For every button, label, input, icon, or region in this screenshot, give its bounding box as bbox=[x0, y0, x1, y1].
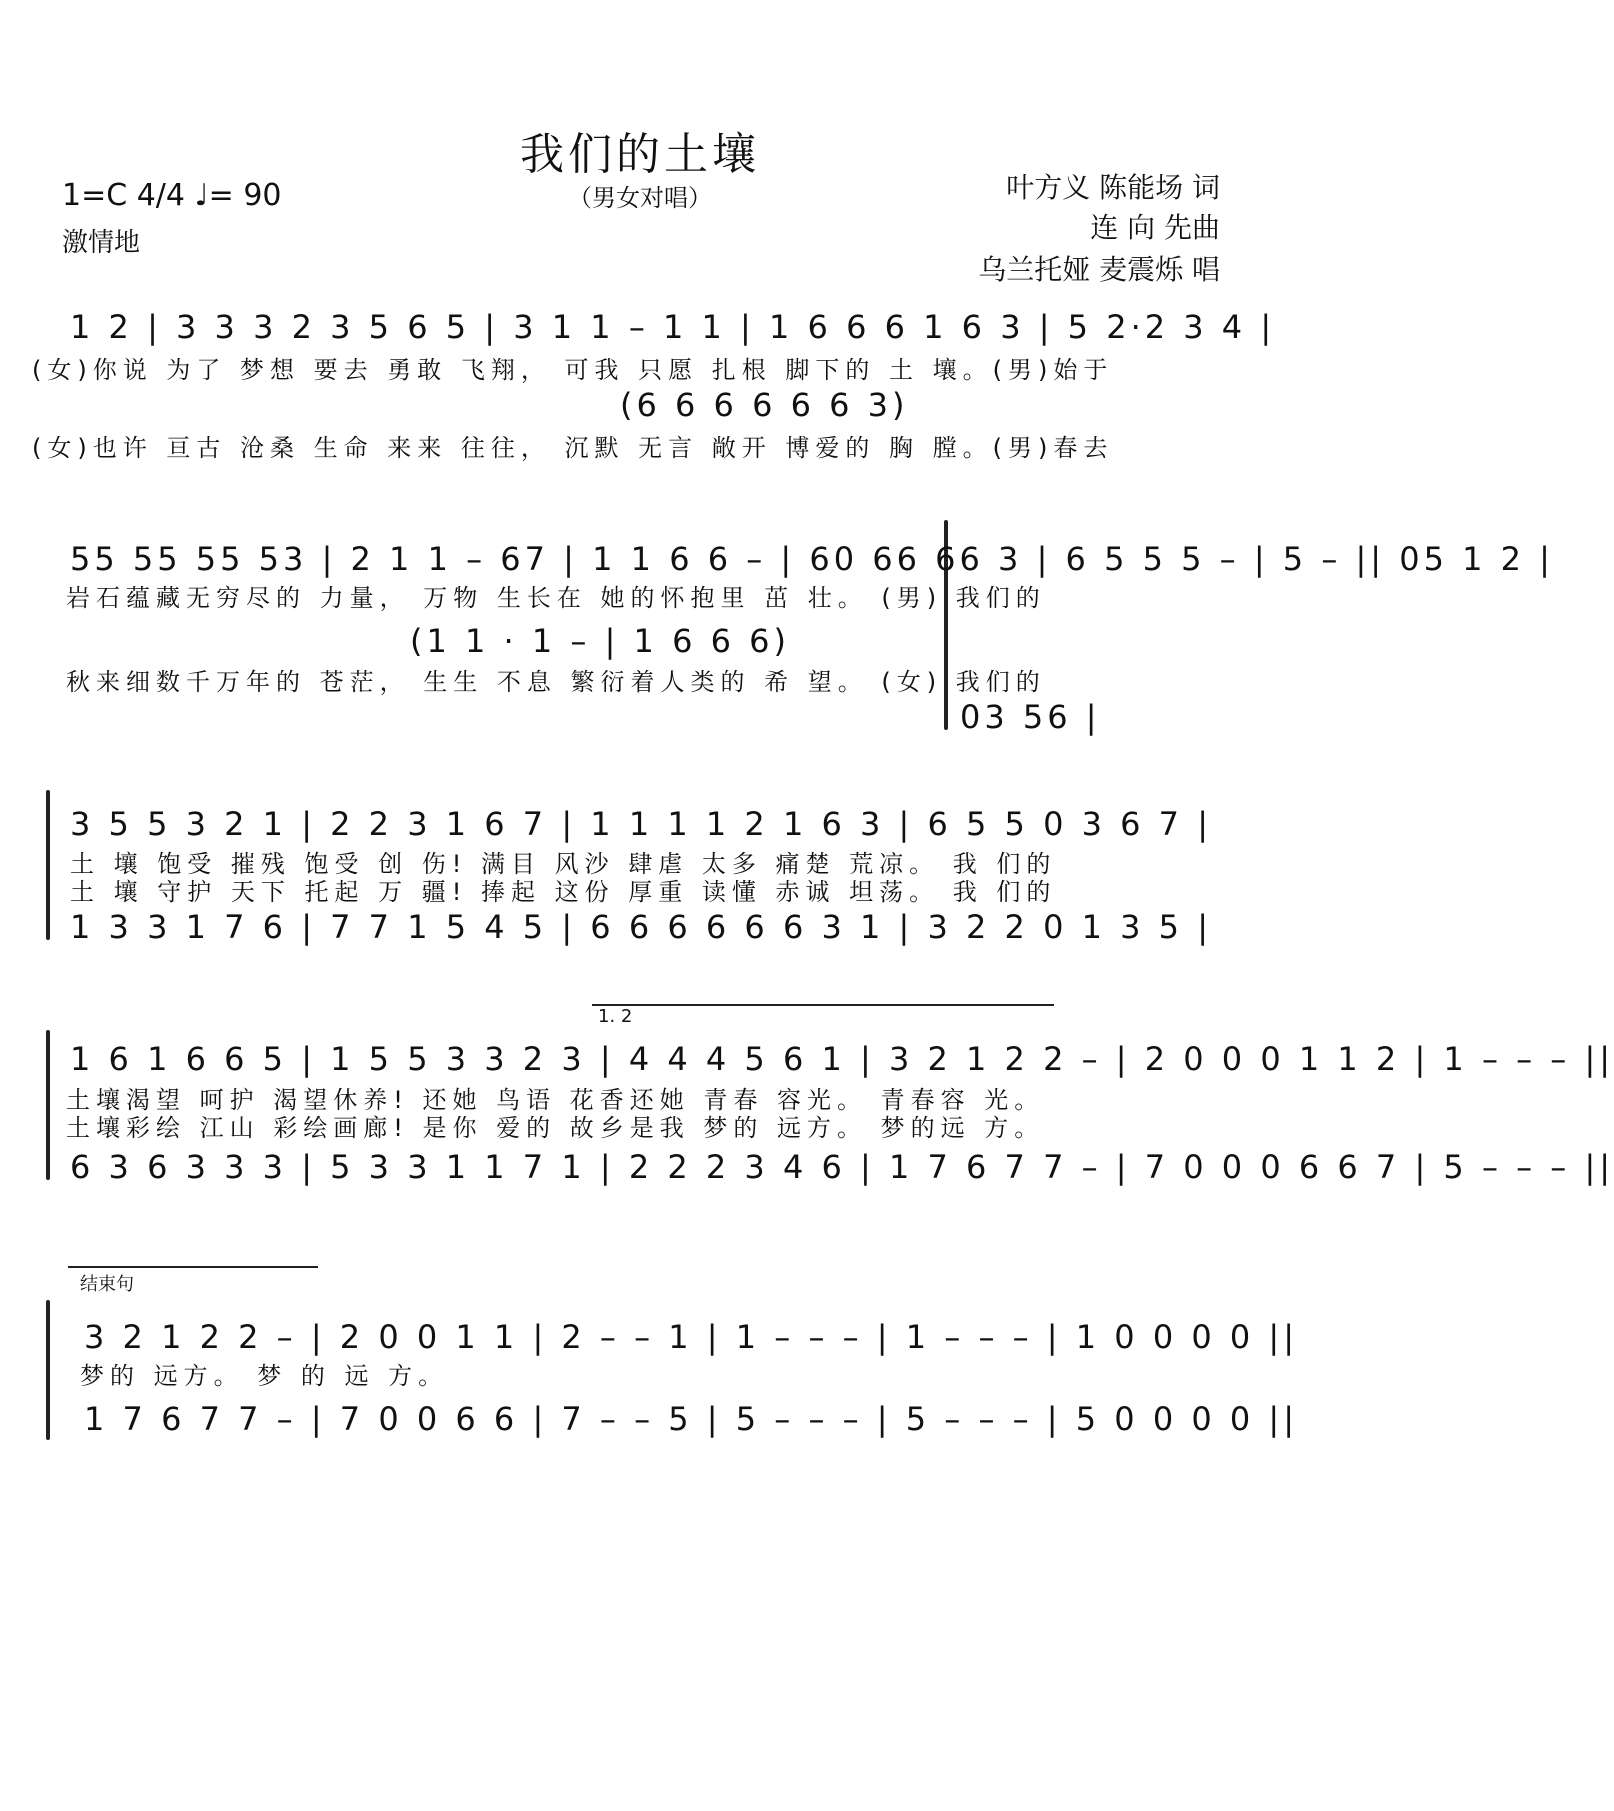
row3-lower-notes: 1 3 3 1 7 6 | 7 7 1 5 4 5 | 6 6 6 6 6 6 3 1 | 3 2 2 0 1 3 5 | bbox=[70, 908, 1212, 946]
volta-label: 1. 2 bbox=[598, 1006, 633, 1027]
row5-notes: 3 2 1 2 2 – | 2 0 0 1 1 | 2 – – 1 | 1 – – – | 1 – – – | 1 0 0 0 0 || bbox=[84, 1318, 1298, 1356]
row1-lyrics-1: (女)你说 为了 梦想 要去 勇敢 飞翔， 可我 只愿 扎根 脚下的 土 壤。(男)始于 bbox=[32, 356, 1114, 384]
row2-sub-notes: (1 1 · 1 – | 1 6 6 6) bbox=[410, 622, 790, 660]
row1-lyrics-2: (女)也许 亘古 沧桑 生命 来来 往往， 沉默 无言 敞开 博爱的 胸 膛。(男)春去 bbox=[32, 434, 1114, 462]
expression-mark: 激情地 bbox=[62, 228, 141, 258]
row3-lyrics-1: 土 壤 饱受 摧残 饱受 创 伤! 满目 风沙 肆虐 太多 痛楚 荒凉。 我 们的 bbox=[70, 850, 1057, 878]
song-title: 我们的土壤 bbox=[520, 129, 760, 180]
row2-lower-notes: 03 56 | bbox=[960, 698, 1101, 736]
composer-credit: 连 向 先曲 bbox=[1090, 211, 1220, 244]
row3-lyrics-2: 土 壤 守护 天下 托起 万 疆! 捧起 这份 厚重 读懂 赤诚 坦荡。 我 们的 bbox=[70, 878, 1057, 906]
row3-notes: 3 5 5 3 2 1 | 2 2 3 1 6 7 | 1 1 1 1 2 1 6 3 | 6 5 5 0 3 6 7 | bbox=[70, 805, 1212, 843]
key-signature: 1=C 4/4 ♩= 90 bbox=[62, 178, 282, 213]
song-subtitle: （男女对唱） bbox=[568, 184, 712, 212]
ending-label: 结束句 bbox=[80, 1274, 134, 1295]
lyricist-credit: 叶方义 陈能场 词 bbox=[1006, 171, 1220, 204]
volta-bracket bbox=[592, 1004, 1054, 1006]
row4-lower-notes: 6 3 6 3 3 3 | 5 3 3 1 1 7 1 | 2 2 2 3 4 6 | 1 7 6 7 7 – | 7 0 0 0 6 6 7 | 5 – – – || bbox=[70, 1148, 1614, 1186]
row4-lyrics-1: 土壤渴望 呵护 渴望休养! 还她 鸟语 花香还她 青春 容光。 青春容 光。 bbox=[66, 1086, 1045, 1114]
row4-notes: 1 6 1 6 6 5 | 1 5 5 3 3 2 3 | 4 4 4 5 6 1 | 3 2 1 2 2 – | 2 0 0 0 1 1 2 | 1 – – – || bbox=[70, 1040, 1614, 1078]
row2-lyrics-1: 岩石蕴藏无穷尽的 力量， 万物 生长在 她的怀抱里 茁 壮。 (男) 我们的 bbox=[66, 584, 1046, 612]
row2-lyrics-2: 秋来细数千万年的 苍茫， 生生 不息 繁衍着人类的 希 望。 (女) 我们的 bbox=[66, 668, 1046, 696]
row4-brace bbox=[46, 1030, 50, 1180]
row4-lyrics-2: 土壤彩绘 江山 彩绘画廊! 是你 爱的 故乡是我 梦的 远方。 梦的远 方。 bbox=[66, 1114, 1045, 1142]
ending-bracket bbox=[68, 1266, 318, 1268]
singer-credit: 乌兰托娅 麦震烁 唱 bbox=[978, 253, 1220, 286]
row2-notes: 55 55 55 53 | 2 1 1 – 67 | 1 1 6 6 – | 60 66 66 3 | 6 5 5 5 – | 5 – || 05 1 2 | bbox=[70, 540, 1554, 578]
row1-sub-notes: (6 6 6 6 6 6 3) bbox=[620, 386, 909, 424]
row5-lyrics: 梦的 远方。 梦 的 远 方。 bbox=[80, 1362, 449, 1390]
row5-brace bbox=[46, 1300, 50, 1440]
row5-lower-notes: 1 7 6 7 7 – | 7 0 0 6 6 | 7 – – 5 | 5 – – – | 5 – – – | 5 0 0 0 0 || bbox=[84, 1400, 1298, 1438]
row3-brace bbox=[46, 790, 50, 940]
row1-notes: 1 2 | 3 3 3 2 3 5 6 5 | 3 1 1 – 1 1 | 1 6 6 6 1 6 3 | 5 2·2 3 4 | bbox=[70, 308, 1276, 346]
